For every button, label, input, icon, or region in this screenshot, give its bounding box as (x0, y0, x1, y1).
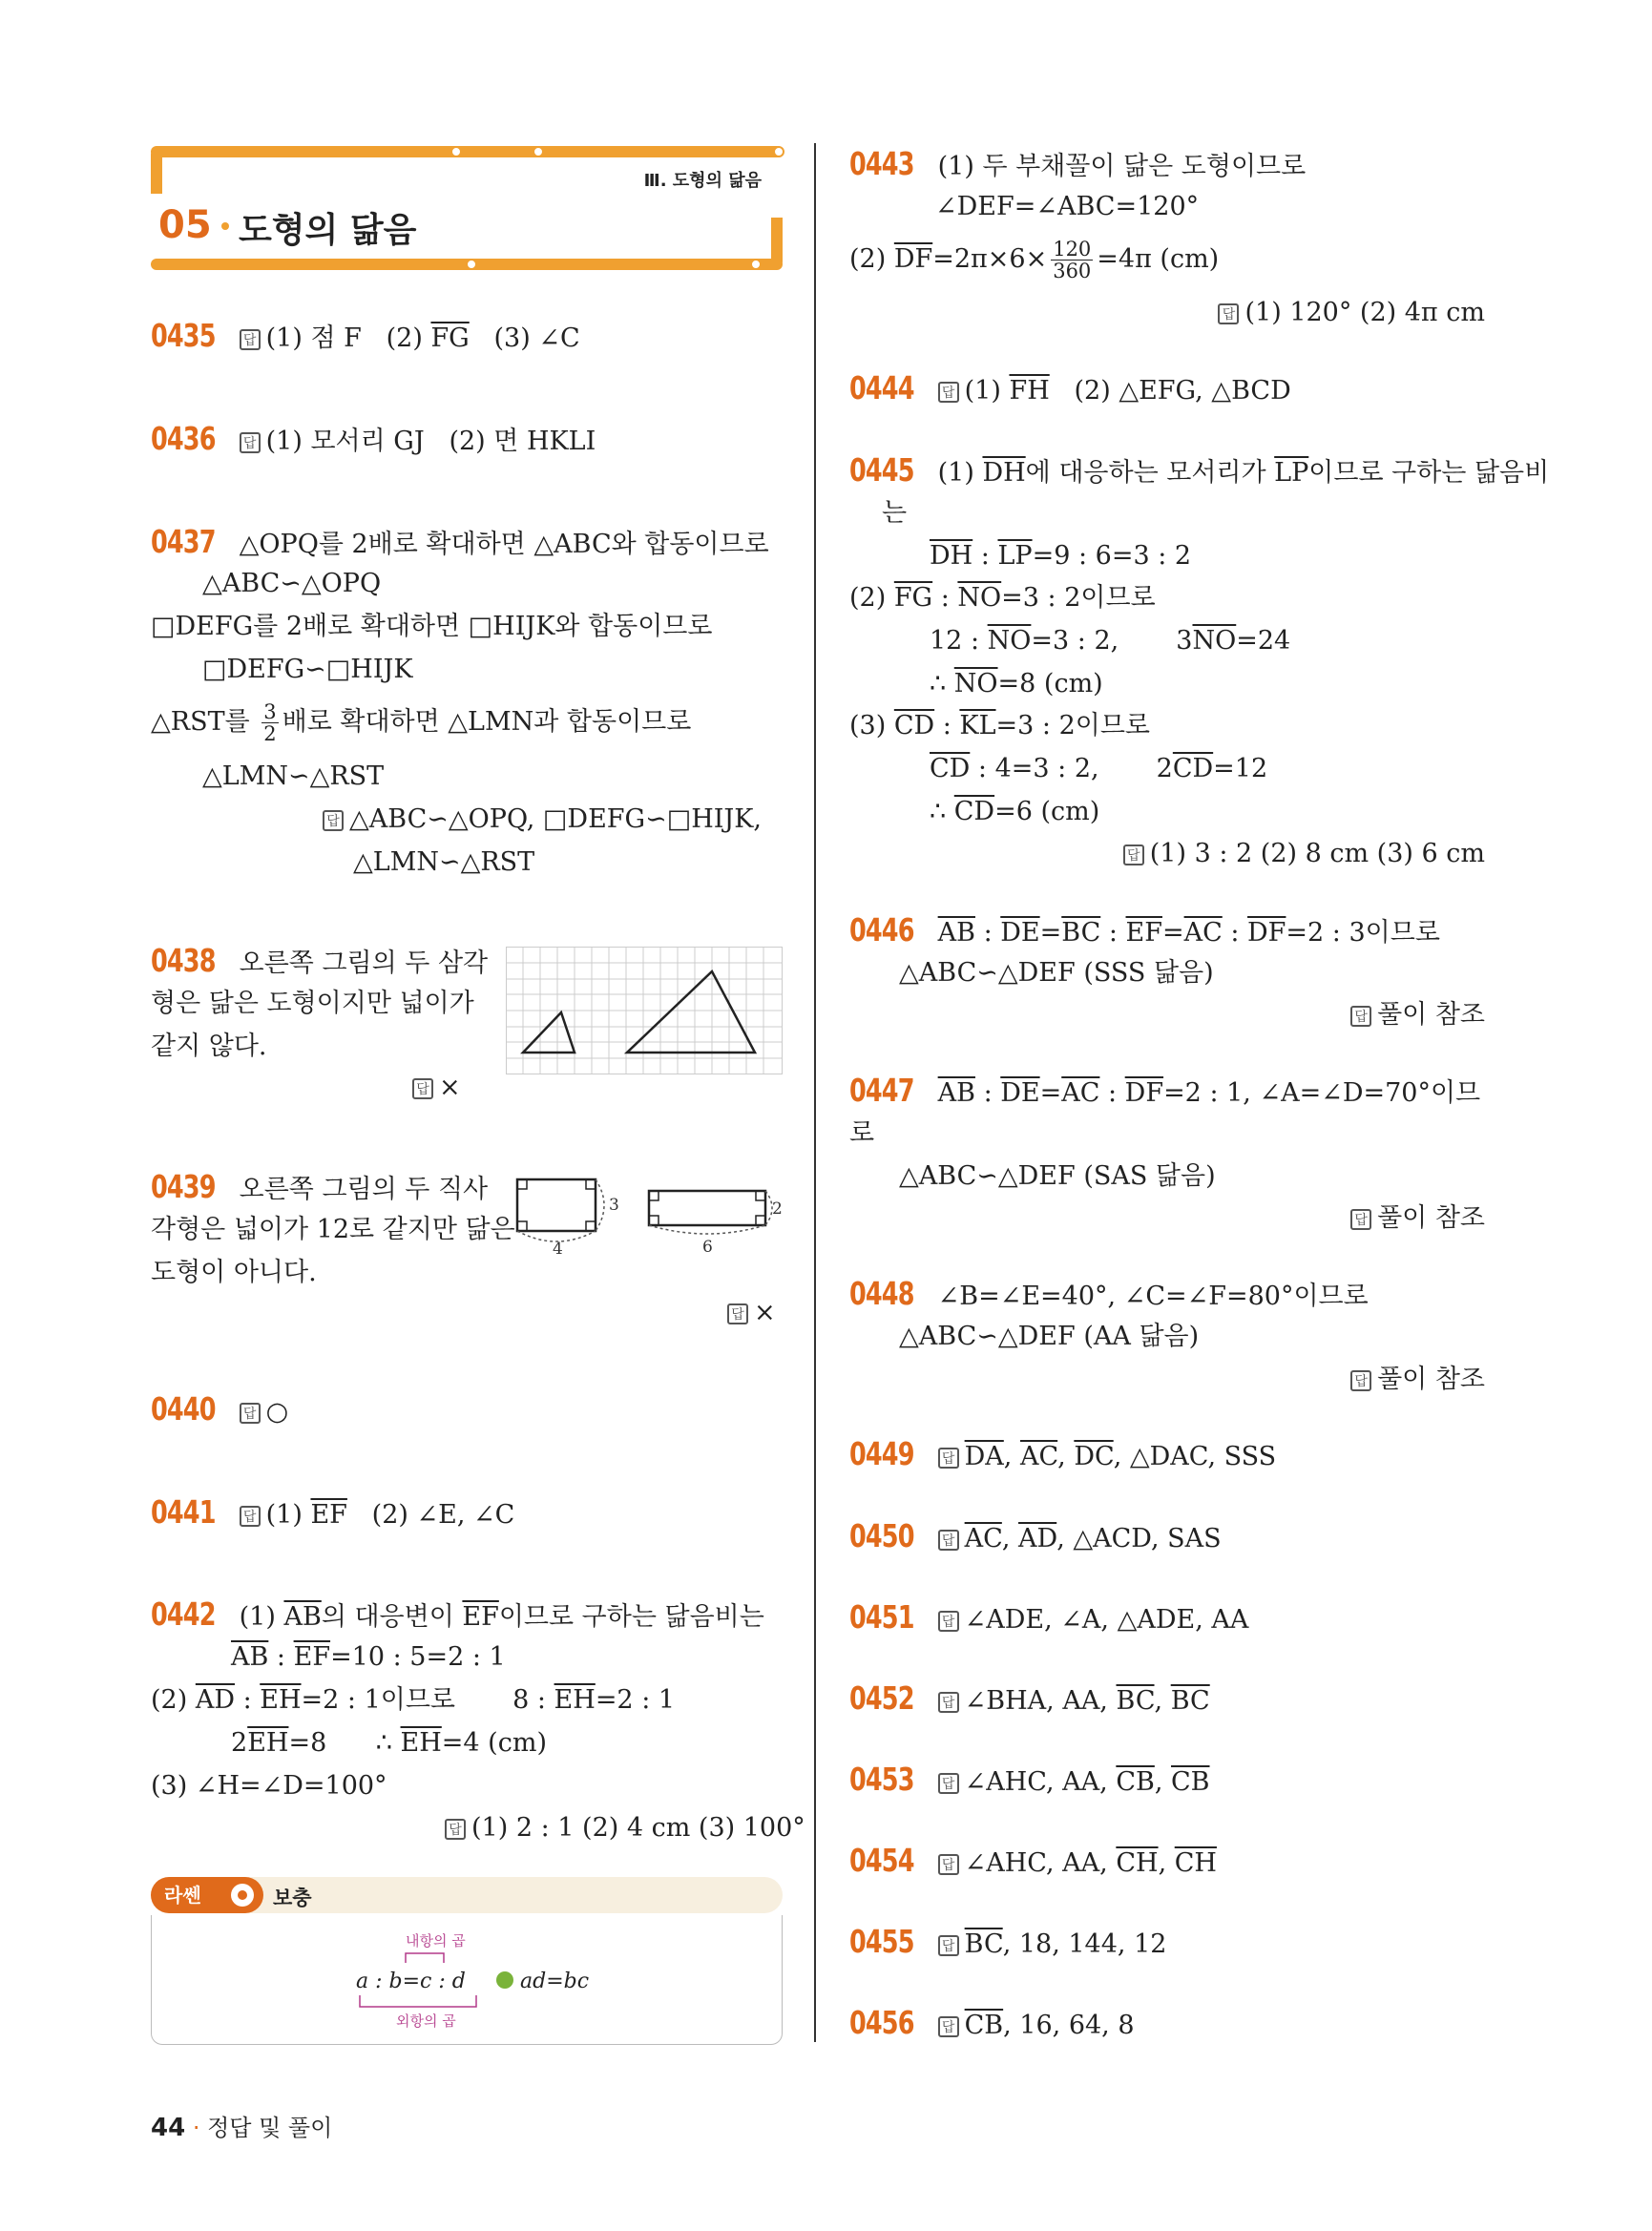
text: 이므로 구하는 닮음비는 (498, 1602, 764, 1632)
problem-number: 0447 (849, 1072, 914, 1109)
segment-label: $\overline{DF}$ (1124, 1078, 1164, 1108)
segment-label: $\overline{DH}$ (982, 458, 1026, 488)
solution-line (151, 1679, 675, 1721)
segment-label: $\overline{AB}$ (283, 1602, 322, 1632)
text: 배로 확대하면 △LMN과 합동이므로 (282, 707, 692, 737)
segment-label: $\overline{NO}$ (1192, 626, 1237, 656)
text: 에 대응하는 모서리가 (1025, 458, 1275, 488)
text: , (1001, 1524, 1019, 1553)
section-title: 도형의 닮음 (239, 211, 417, 250)
numerator: 3 (263, 700, 277, 723)
text: , (1154, 1767, 1172, 1797)
text: ∴ (930, 797, 954, 826)
problem-number: 0456 (849, 2004, 914, 2041)
proportion-formula: a : b=c : d (356, 1970, 466, 1993)
problem-0452 (849, 1678, 1210, 1722)
text: : (932, 583, 958, 613)
text: : (1222, 918, 1248, 948)
answer-mark-icon: 답 (1218, 303, 1239, 324)
text: =3 : 2, (1031, 626, 1119, 656)
rectangles-figure (512, 1172, 783, 1258)
supplement-box (151, 1877, 783, 2045)
segment-label: $\overline{CD}$ (893, 711, 935, 740)
text: , (1057, 1442, 1075, 1471)
solution-line: □DEFG∽□HIJK (202, 655, 413, 684)
text: =3 : 2이므로 (1001, 583, 1156, 613)
problem-number: 0438 (151, 942, 216, 979)
large-triangle (627, 971, 755, 1053)
problem-number: 0445 (849, 451, 914, 489)
segment-label: $\overline{NO}$ (957, 583, 1002, 613)
footer-label: 정답 및 풀이 (207, 2115, 333, 2141)
text: ∴ (930, 669, 954, 698)
text: =2π×6× (932, 244, 1048, 274)
answer-mark-icon: 답 (1350, 1209, 1371, 1230)
solution-line: 형은 닮은 도형이지만 넓이가 (151, 989, 474, 1018)
problem-0456 (849, 2002, 1135, 2047)
denominator: 360 (1053, 260, 1092, 282)
segment-label: $\overline{DH}$ (930, 541, 973, 571)
segment-label: $\overline{NO}$ (987, 626, 1032, 656)
answer-line (1350, 994, 1485, 1036)
solution-line: △OPQ를 2배로 확대하면 △ABC와 합동이므로 (239, 530, 769, 559)
text: 2 (231, 1728, 248, 1758)
text: : (1100, 918, 1126, 948)
text: (1) (937, 458, 983, 488)
text: =9 : 6=3 : 2 (1032, 541, 1192, 571)
text: (3) (849, 711, 894, 740)
segment-label: $\overline{AC}$ (1061, 1078, 1100, 1108)
answer-text: 풀이 참조 (1377, 1365, 1485, 1394)
answer-line: △LMN∽△RST (353, 847, 535, 877)
answer-mark-icon: 답 (938, 1530, 959, 1551)
segment-label: $\overline{DF}$ (1247, 918, 1286, 948)
answer-mark-icon: 답 (727, 1303, 748, 1324)
banner-left-hook (151, 146, 164, 194)
dim-label: 4 (553, 1240, 563, 1258)
text: =2 : 3이므로 (1286, 918, 1440, 948)
text: 2 (1156, 754, 1173, 783)
text: = (1161, 918, 1184, 948)
problem-number: 0446 (849, 911, 914, 949)
text: =2 : 1이므로 (301, 1685, 456, 1715)
solution-line: △ABC∽△OPQ (202, 569, 382, 598)
answer-text: (1) 2 : 1 (2) 4 cm (3) 100° (471, 1813, 805, 1843)
answer-text: 풀이 참조 (1377, 1203, 1485, 1233)
solution-line (849, 239, 1219, 281)
dim-label: 3 (609, 1196, 619, 1215)
problem-number: 0454 (849, 1842, 914, 1879)
text: (2) (849, 583, 894, 613)
text: ∠ADE, ∠A, △ADE, AA (964, 1605, 1249, 1635)
section-banner (151, 146, 783, 270)
solution-line: 는 (882, 498, 908, 528)
segment-label: $\overline{BC}$ (1061, 918, 1101, 948)
text: ∴ (375, 1728, 401, 1758)
segment-label: $\overline{BC}$ (964, 1929, 1003, 1959)
segment-label: $\overline{CD}$ (930, 754, 971, 783)
text: : (974, 1078, 1001, 1108)
segment-label: $\overline{EH}$ (554, 1685, 596, 1715)
banner-bead (450, 146, 462, 157)
text: =8 (288, 1728, 327, 1758)
text: (1) (964, 376, 1010, 406)
banner-bead (533, 146, 544, 157)
solution-line: ∠DEF=∠ABC=120° (935, 192, 1200, 221)
problem-0444 (849, 367, 1291, 412)
answer-text: (1) 3 : 2 (2) 8 cm (3) 6 cm (1149, 839, 1485, 868)
product-result: ad=bc (520, 1970, 590, 1993)
problem-0441 (151, 1491, 514, 1536)
segment-label: $\overline{AB}$ (231, 1642, 269, 1672)
answer-line (323, 799, 762, 841)
answer-line (727, 1292, 776, 1334)
problem-number: 0453 (849, 1761, 914, 1798)
answer-mark-icon: 답 (445, 1819, 466, 1840)
segment-label: $\overline{DE}$ (1000, 1078, 1040, 1108)
segment-label: $\overline{NO}$ (953, 669, 998, 698)
segment-label: $\overline{FG}$ (893, 583, 933, 613)
segment-label: $\overline{CB}$ (1116, 1767, 1155, 1797)
solution-line (930, 791, 1099, 833)
text: 8 : (512, 1685, 554, 1715)
fraction (261, 701, 278, 744)
solution-line (849, 705, 1150, 747)
text: 이므로 구하는 닮음비 (1308, 458, 1550, 488)
answer-mark-icon: 답 (1350, 1370, 1371, 1391)
dim-label: 6 (702, 1238, 713, 1257)
text: =4 (cm) (441, 1728, 547, 1758)
solution-line: 오른쪽 그림의 두 직사 (239, 1175, 489, 1204)
supplement-label: 보충 (273, 1887, 312, 1909)
solution-line: ∠B=∠E=40°, ∠C=∠F=80°이므로 (937, 1282, 1369, 1311)
answer-mark-icon: 답 (1350, 1006, 1371, 1027)
solution-line (849, 577, 1156, 619)
text: , 18, 144, 12 (1002, 1929, 1167, 1959)
text: , △ACD, SAS (1056, 1524, 1222, 1553)
segment-label: $\overline{AC}$ (1183, 918, 1223, 948)
segment-label: $\overline{EF}$ (293, 1642, 331, 1672)
text: , △DAC, SSS (1113, 1442, 1277, 1471)
text: =8 (cm) (997, 669, 1103, 698)
solution-line (151, 701, 691, 744)
solution-line: 같지 않다. (151, 1032, 267, 1061)
segment-label: $\overline{EH}$ (400, 1728, 442, 1758)
answer-mark-icon: 답 (938, 1611, 959, 1632)
solution-line: (1) 두 부채꼴이 닮은 도형이므로 (937, 152, 1307, 181)
denominator: 2 (263, 722, 277, 745)
text: =2 : 1 (595, 1685, 676, 1715)
segment-label: $\overline{LP}$ (997, 541, 1033, 571)
answer-text: △ABC∽△OPQ, □DEFG∽□HIJK, (349, 804, 762, 834)
text: = (1039, 918, 1062, 948)
segment-label: $\overline{EH}$ (260, 1685, 302, 1715)
text: 3 (1176, 626, 1193, 656)
problem-number: 0452 (849, 1679, 914, 1717)
segment-label: $\overline{EF}$ (310, 1500, 347, 1530)
text: (2) (151, 1685, 196, 1715)
segment-label: $\overline{BC}$ (1170, 1686, 1210, 1716)
proportion-diagram (343, 1925, 591, 2035)
text: = (1039, 1078, 1062, 1108)
solution-line: □DEFG를 2배로 확대하면 □HIJK와 합동이므로 (151, 612, 713, 641)
answer-mark-icon: 답 (938, 1935, 959, 1956)
problem-number: 0436 (151, 420, 216, 457)
answer-line (1350, 1198, 1485, 1240)
page-number: 44 (151, 2114, 186, 2142)
problem-number: 0444 (849, 369, 914, 407)
banner-right-hook (769, 218, 783, 270)
problem-number: 0441 (151, 1493, 216, 1531)
problem-0450 (849, 1515, 1222, 1560)
fraction (1051, 239, 1093, 281)
text: ∠AHC, AA, (964, 1848, 1117, 1878)
text: : (234, 1685, 261, 1715)
answer-text: ○ (265, 1397, 289, 1427)
answer-mark-icon: 답 (938, 1448, 959, 1469)
small-triangle (523, 1012, 575, 1053)
segment-label: $\overline{CB}$ (964, 2011, 1004, 2040)
problem-number: 0448 (849, 1275, 914, 1312)
answer-text: (3) ∠C (493, 323, 580, 353)
answer-line (1350, 1359, 1485, 1401)
footer-dot: · (192, 2115, 200, 2141)
banner-bead (773, 146, 784, 157)
segment-label: $\overline{DC}$ (1074, 1442, 1114, 1471)
problem-0449 (849, 1433, 1276, 1478)
solution-line (930, 620, 1290, 662)
text: , (1154, 1686, 1171, 1716)
numerator: 120 (1053, 238, 1092, 261)
inner-product-label: 내항의 곱 (406, 1932, 466, 1950)
text: (2) (849, 244, 894, 274)
problem-number: 0439 (151, 1168, 216, 1205)
segment-label: $\overline{LP}$ (1274, 458, 1309, 488)
solution-line (231, 1637, 506, 1678)
segment-label: $\overline{AC}$ (964, 1524, 1002, 1553)
triangles-grid-figure (506, 947, 783, 1074)
solution-line (930, 748, 1267, 790)
segment-label: $\overline{CD}$ (953, 797, 995, 826)
problem-number: 0442 (151, 1595, 216, 1633)
answer-text: (2) 면 HKLI (449, 427, 596, 456)
answer-mark-icon: 답 (240, 329, 261, 350)
banner-bead (750, 259, 762, 270)
text: (2) △EFG, △BCD (1074, 376, 1291, 406)
solution-line: 로 (849, 1118, 875, 1148)
answer-text: (1) 점 F (265, 323, 362, 353)
segment-label: $\overline{AC}$ (1019, 1442, 1058, 1471)
section-number: 05 (158, 203, 212, 247)
solution-line: (3) ∠H=∠D=100° (151, 1771, 387, 1801)
segment-label: $\overline{FG}$ (430, 323, 470, 353)
text: (1) (239, 1602, 284, 1632)
text: △RST를 (151, 707, 259, 737)
arc-label: $\overline{DF}$ (893, 244, 933, 274)
answer-mark-icon: 답 (412, 1078, 433, 1099)
problem-number: 0437 (151, 523, 216, 560)
pill-label: 라쎈 (164, 1884, 201, 1907)
answer-mark-icon: 답 (938, 1773, 959, 1794)
text: : (974, 918, 1001, 948)
solution-line: 각형은 넓이가 12로 같지만 닮은 (151, 1215, 515, 1244)
segment-label: $\overline{KL}$ (959, 711, 996, 740)
segment-label: $\overline{BC}$ (1116, 1686, 1155, 1716)
solution-line (231, 1722, 547, 1764)
text: ∠BHA, AA, (964, 1686, 1117, 1716)
answer-text: × (754, 1298, 776, 1327)
problem-number: 0450 (849, 1517, 914, 1554)
arrow-circle-icon (496, 1971, 513, 1989)
text: : (1099, 1078, 1125, 1108)
supplement-body (151, 1915, 783, 2045)
answer-text: (2) (386, 323, 431, 353)
dim-label: 2 (772, 1199, 783, 1219)
problem-number: 0451 (849, 1598, 914, 1636)
segment-label: $\overline{EF}$ (462, 1602, 499, 1632)
answer-text: × (439, 1073, 461, 1102)
problem-number: 0455 (849, 1923, 914, 1960)
segment-label: $\overline{EF}$ (1125, 918, 1162, 948)
problem-0454 (849, 1840, 1217, 1885)
problem-0453 (849, 1759, 1210, 1804)
segment-label: $\overline{AB}$ (937, 1078, 975, 1108)
text: =2 : 1, ∠A=∠D=70°이므 (1163, 1078, 1481, 1108)
solution-line (930, 663, 1103, 705)
text: 의 대응변이 (321, 1602, 463, 1632)
answer-mark-icon: 답 (1123, 844, 1144, 865)
problem-number: 0435 (151, 317, 216, 354)
segment-label: $\overline{DE}$ (1000, 918, 1040, 948)
section-dot (221, 222, 229, 230)
text: , (1003, 1442, 1020, 1471)
solution-line: △ABC∽△DEF (AA 닮음) (899, 1322, 1200, 1351)
text: (1) (265, 1500, 311, 1530)
problem-0440 (151, 1388, 288, 1433)
text: =4π (cm) (1097, 244, 1220, 274)
segment-label: $\overline{FH}$ (1009, 376, 1050, 406)
segment-label: $\overline{AB}$ (937, 918, 975, 948)
answer-mark-icon: 답 (240, 1403, 261, 1424)
segment-label: $\overline{CH}$ (1174, 1848, 1217, 1878)
answer-mark-icon: 답 (938, 2016, 959, 2037)
answer-mark-icon: 답 (938, 1854, 959, 1875)
text: : 4=3 : 2, (970, 754, 1099, 783)
answer-line (1123, 833, 1485, 875)
answer-mark-icon: 답 (240, 1506, 261, 1527)
problem-0435 (151, 315, 580, 360)
answer-text: (1) 모서리 GJ (265, 427, 425, 456)
answer-line (445, 1807, 805, 1849)
column-divider (814, 143, 816, 2042)
text: ∠AHC, AA, (964, 1767, 1117, 1797)
text: =3 : 2이므로 (995, 711, 1151, 740)
answer-mark-icon: 답 (938, 1692, 959, 1713)
answer-text: (1) 120° (2) 4π cm (1244, 298, 1485, 327)
pill-dot-icon (231, 1884, 254, 1907)
segment-label: $\overline{AD}$ (195, 1685, 235, 1715)
segment-label: $\overline{DA}$ (964, 1442, 1004, 1471)
problem-0451 (849, 1596, 1248, 1641)
text: : (268, 1642, 294, 1672)
page-footer (151, 2109, 332, 2142)
banner-top-bar (151, 146, 783, 157)
problem-0455 (849, 1921, 1166, 1966)
answer-text: 풀이 참조 (1377, 1000, 1485, 1030)
segment-label: $\overline{EH}$ (247, 1728, 289, 1758)
rect-2 (649, 1191, 765, 1225)
solution-line: △LMN∽△RST (202, 761, 385, 791)
answer-mark-icon: 답 (938, 382, 959, 403)
text: =12 (1213, 754, 1268, 783)
segment-label: $\overline{CH}$ (1116, 1848, 1159, 1878)
text: , (1158, 1848, 1175, 1878)
answer-mark-icon: 답 (323, 810, 344, 831)
rect-1 (517, 1179, 596, 1231)
problem-number: 0440 (151, 1390, 216, 1428)
segment-label: $\overline{CD}$ (1172, 754, 1214, 783)
solution-line: △ABC∽△DEF (SSS 닮음) (899, 958, 1214, 988)
text: : (972, 541, 998, 571)
text: =24 (1236, 626, 1291, 656)
solution-line: △ABC∽△DEF (SAS 닮음) (899, 1161, 1216, 1191)
text: =6 (cm) (994, 797, 1100, 826)
text: (2) ∠E, ∠C (371, 1500, 515, 1530)
text: =10 : 5=2 : 1 (330, 1642, 506, 1672)
problem-number: 0443 (849, 145, 914, 182)
problem-number: 0449 (849, 1435, 914, 1472)
solution-line: 도형이 아니다. (151, 1258, 317, 1287)
outer-product-label: 외항의 곱 (396, 2012, 456, 2030)
solution-line (930, 535, 1191, 577)
chapter-label: Ⅲ. 도형의 닮음 (643, 171, 762, 191)
problem-0436 (151, 418, 596, 463)
segment-label: $\overline{CB}$ (1171, 1767, 1210, 1797)
answer-mark-icon: 답 (240, 432, 261, 453)
text: 12 : (930, 626, 988, 656)
banner-bead (466, 259, 477, 270)
solution-line: 오른쪽 그림의 두 삼각 (239, 949, 489, 978)
answer-line (1218, 292, 1485, 334)
text: , 16, 64, 8 (1003, 2011, 1135, 2040)
segment-label: $\overline{AD}$ (1018, 1524, 1057, 1553)
text: : (934, 711, 960, 740)
answer-line (412, 1067, 461, 1109)
